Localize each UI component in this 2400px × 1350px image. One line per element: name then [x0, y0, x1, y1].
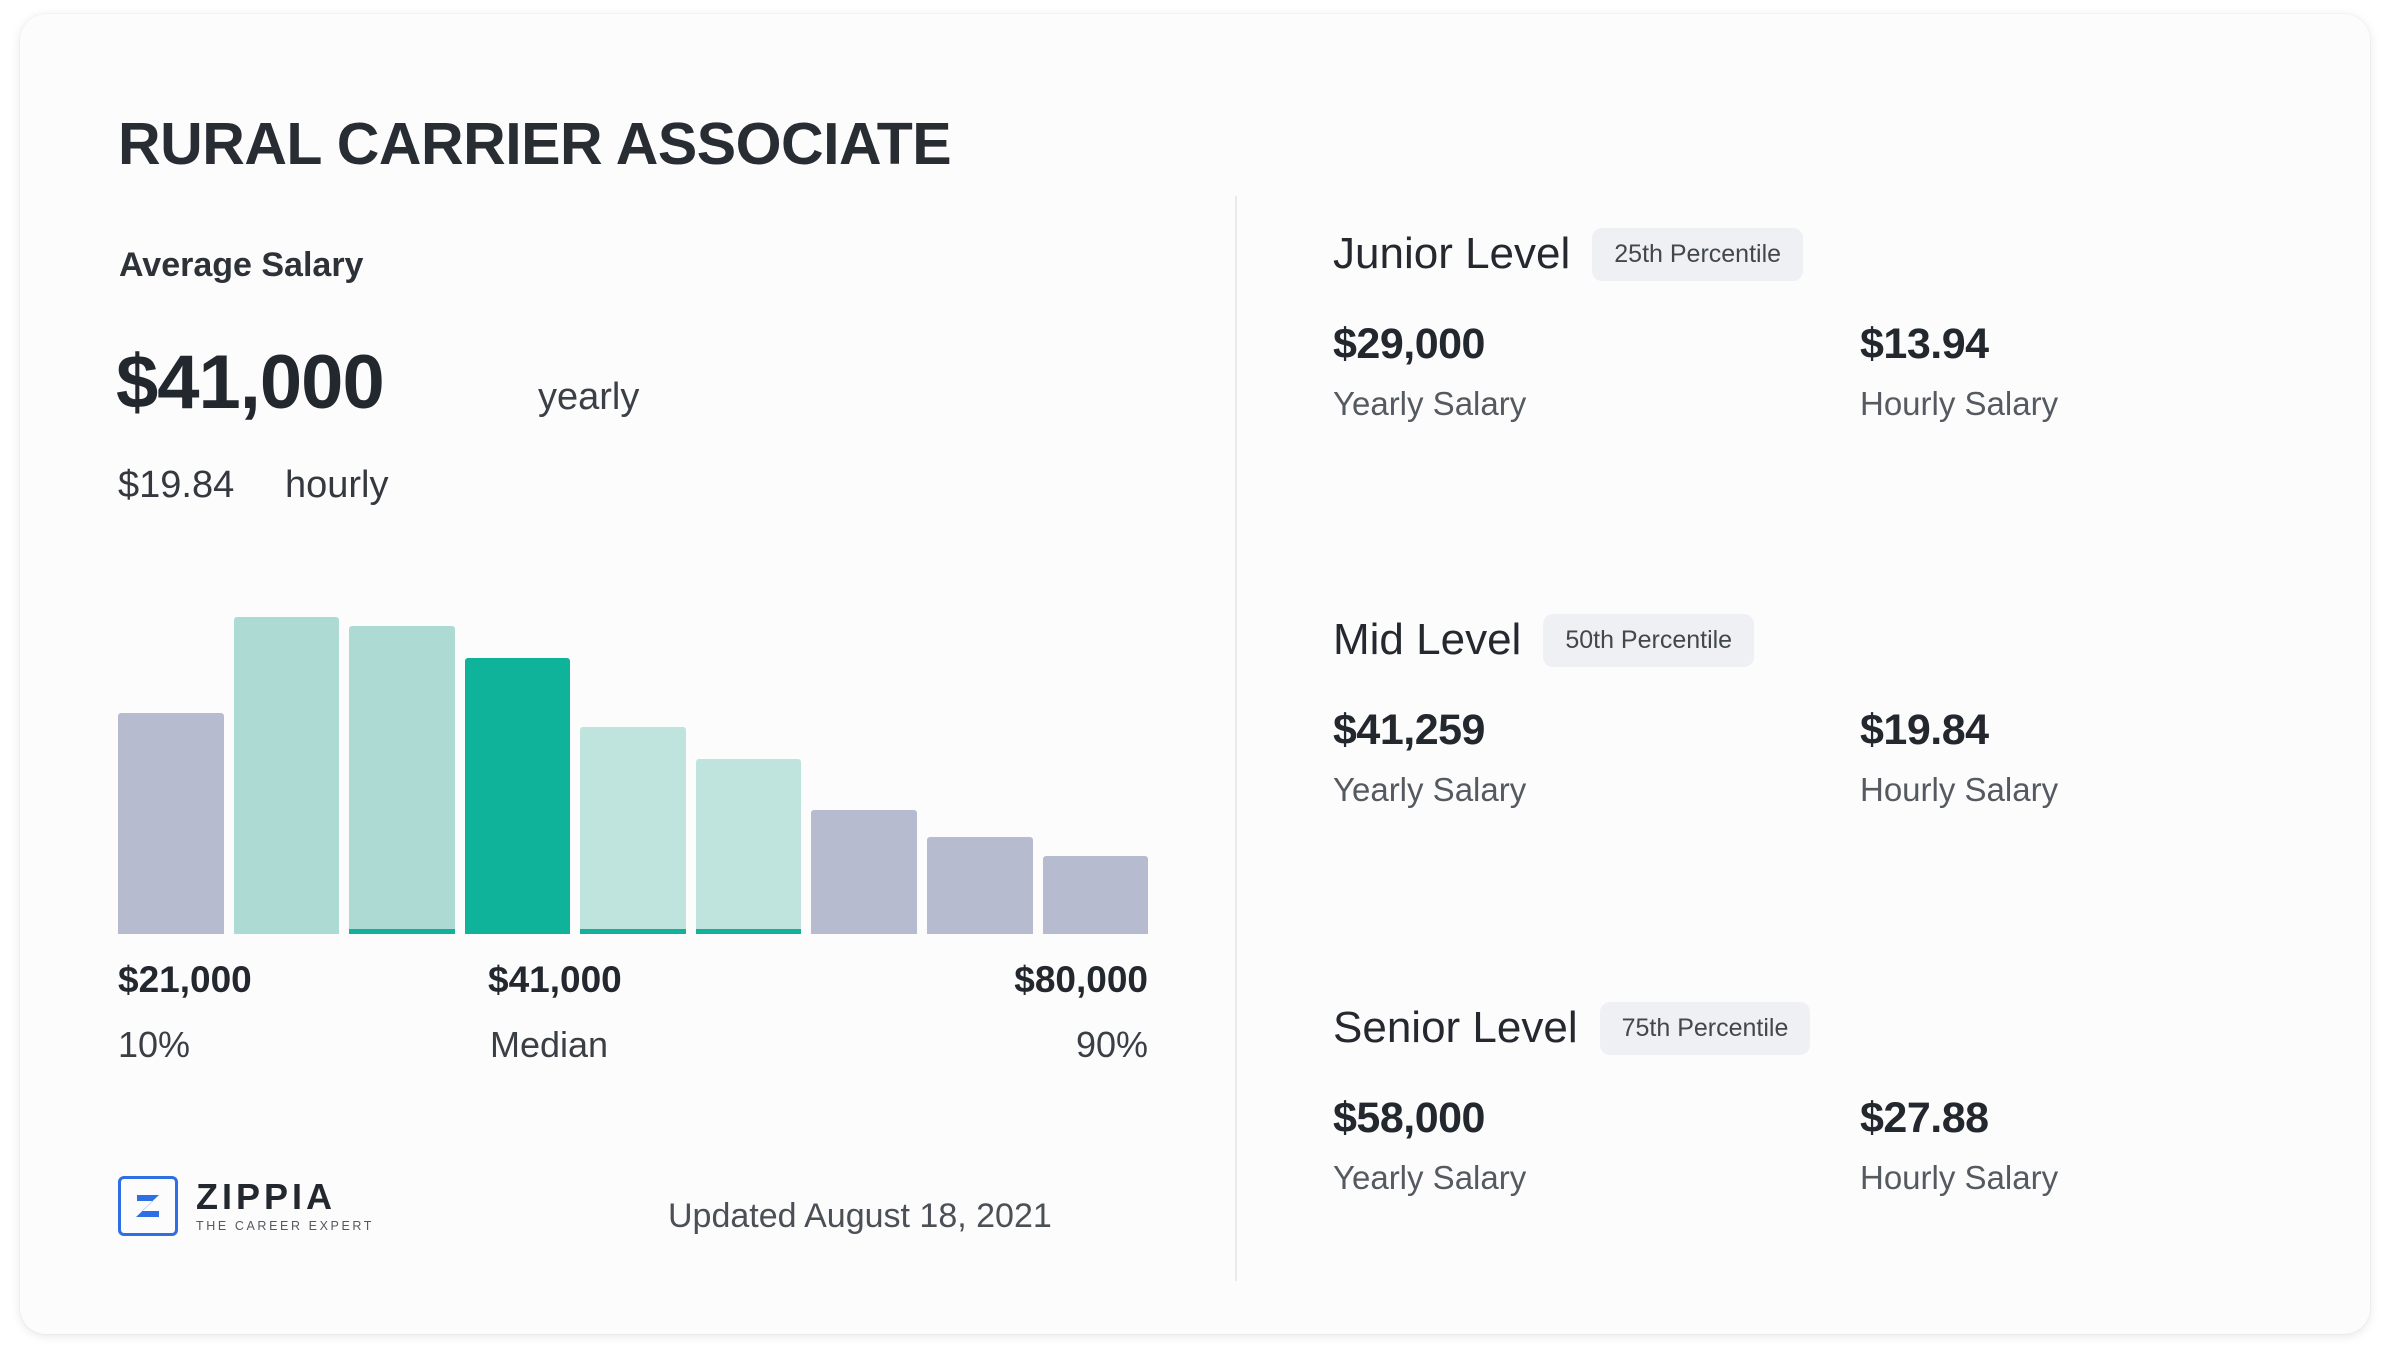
right-panel — [1285, 14, 2345, 1334]
chart-bars — [118, 589, 1148, 934]
zippia-tagline: THE CAREER EXPERT — [196, 1219, 375, 1234]
yearly-salary-label: Yearly Salary — [1333, 385, 1527, 422]
zippia-logo — [118, 1176, 374, 1236]
average-yearly-amount: $41,000 — [116, 340, 384, 425]
panel-divider — [1235, 196, 1237, 1281]
chart-bar — [580, 727, 686, 934]
hourly-salary-label: Hourly Salary — [1860, 771, 2059, 808]
axis-right-sub: 90% — [1075, 1024, 1148, 1065]
yearly-salary-label: Yearly Salary — [1333, 1159, 1527, 1196]
chart-bar — [927, 837, 1033, 934]
axis-right-value: $80,000 — [1014, 959, 1148, 1000]
zippia-z-icon — [118, 1176, 178, 1236]
hourly-salary-value: $27.88 — [1860, 1094, 1989, 1142]
status-badge: 50th Percentile — [1543, 614, 1754, 667]
left-panel — [20, 14, 1235, 1334]
axis-mid-sub: Median — [490, 1024, 609, 1065]
level-name: Senior Level — [1333, 1003, 1578, 1052]
zippia-wordmark: ZIPPIA — [196, 1176, 337, 1218]
average-hourly-amount: $19.84 — [118, 464, 235, 506]
level-name: Mid Level — [1333, 615, 1522, 664]
hourly-salary-value: $19.84 — [1860, 706, 1989, 754]
chart-bar — [811, 810, 917, 934]
average-hourly-unit: hourly — [285, 464, 389, 506]
axis-left-value: $21,000 — [118, 959, 252, 1000]
chart-bar — [118, 713, 224, 934]
updated-date: Updated August 18, 2021 — [668, 1197, 1052, 1235]
average-yearly-unit: yearly — [538, 376, 640, 418]
yearly-salary-value: $29,000 — [1333, 320, 1485, 368]
axis-mid-value: $41,000 — [488, 959, 622, 1000]
level-block-mid — [1333, 612, 2343, 809]
status-badge: 25th Percentile — [1592, 228, 1803, 281]
yearly-salary-value: $58,000 — [1333, 1094, 1485, 1142]
status-badge: 75th Percentile — [1600, 1002, 1811, 1055]
average-salary-label: Average Salary — [119, 246, 364, 284]
level-block-senior — [1333, 1000, 2343, 1197]
chart-bar — [234, 617, 340, 934]
chart-bar — [696, 759, 802, 934]
hourly-salary-label: Hourly Salary — [1860, 1159, 2059, 1196]
hourly-salary-label: Hourly Salary — [1860, 385, 2059, 422]
salary-distribution-chart — [118, 574, 1148, 934]
hourly-salary-value: $13.94 — [1860, 320, 1989, 368]
chart-bar — [1043, 856, 1149, 934]
yearly-salary-value: $41,259 — [1333, 706, 1485, 754]
chart-bar — [349, 626, 455, 934]
level-block-junior — [1333, 226, 2343, 423]
axis-left-sub: 10% — [118, 1024, 191, 1065]
chart-bar — [465, 658, 571, 934]
page-title: RURAL CARRIER ASSOCIATE — [118, 111, 952, 177]
yearly-salary-label: Yearly Salary — [1333, 771, 1527, 808]
salary-card — [20, 14, 2370, 1334]
chart-axis-labels — [118, 959, 1148, 1065]
level-name: Junior Level — [1333, 229, 1571, 278]
